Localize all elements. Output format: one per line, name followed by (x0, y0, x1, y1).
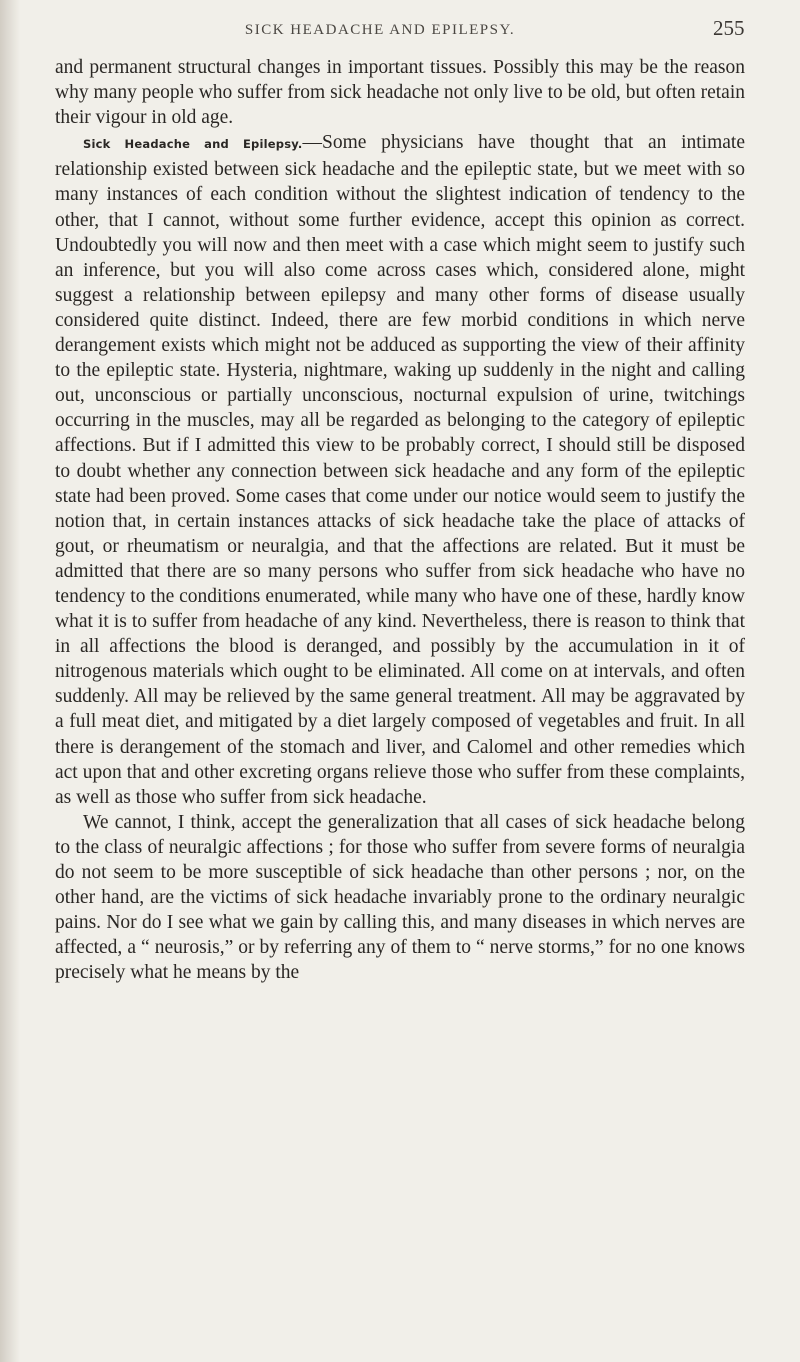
paragraph-continuation: and permanent structural changes in important tissues. Possibly this may be the reason why many people who suffer from sick headache not only live to be old, but often retain their vigour in old age. (55, 57, 745, 129)
section-heading: Sick Headache and Epilepsy. (83, 137, 303, 152)
body-text (55, 55, 745, 985)
paragraph-sick-headache-epilepsy (55, 130, 745, 810)
paragraph-neuralgic: We cannot, I think, accept the generalization that all cases of sick headache belong to the class of neuralgic affections ; for those who suffer from severe forms of neuralgia do not seem to be more susceptible of sick headache than other persons ; nor, on the other hand, are the victims of sick headache invariably prone to the ordinary neuralgic pains. Nor do I see what we gain by calling this, and many diseases in which nerves are affected, a “ neurosis,” or by referring any of them to “ nerve storms,” for no one knows precisely what he means by the (55, 811, 745, 984)
running-head: SICK HEADACHE AND EPILEPSY. (244, 22, 516, 38)
page-number: 255 (713, 16, 745, 40)
section-text: —Some physicians have thought that an intimate relationship existed between sick headache and the epileptic state, but we meet with so many instances of each condition without the slightest indication of tendency to the other, that I cannot, without some further evidence, accept this opinion as correct. Undoubtedly you will now and then meet with a case which might seem to justify such an inference, but you will also come across cases which, considered alone, might suggest a relationship between epilepsy and many other forms of disease usually considered quite distinct. Indeed, there are few morbid conditions in which nerve derangement exists which might not be adduced as supporting the view of their affinity to the epileptic state. Hysteria, nightmare, waking up suddenly in the night and calling out, unconscious or partially unconscious, nocturnal expulsion of urine, twitchings occurring in the muscles, may all be regarded as belonging to the category of epileptic affections. But if I admitted this view to be probably correct, I should still be disposed to doubt whether any connection between sick headache and any form of the epileptic state had been proved. Some cases that come under our notice would seem to justify the notion that, in certain instances attacks of sick headache take the place of attacks of gout, or rheumatism or neuralgia, and that the affections are related. But it must be admitted that there are so many persons who suffer from sick headache who have no tendency to the conditions enumerated, while many who have one of these, hardly know what it is to suffer from headache of any kind. Nevertheless, there is reason to think that in all affections the blood is deranged, and possibly by the accumulation in it of nitrogenous materials which ought to be eliminated. All come on at intervals, and often suddenly. All may be relieved by the same general treatment. All may be aggravated by a full meat diet, and mitigated by a diet largely composed of vegetables and fruit. In all there is derangement of the stomach and liver, and Calomel and other remedies which act upon that and other excreting organs relieve those who suffer from these complaints, as well as those who suffer from sick headache. (55, 132, 745, 808)
